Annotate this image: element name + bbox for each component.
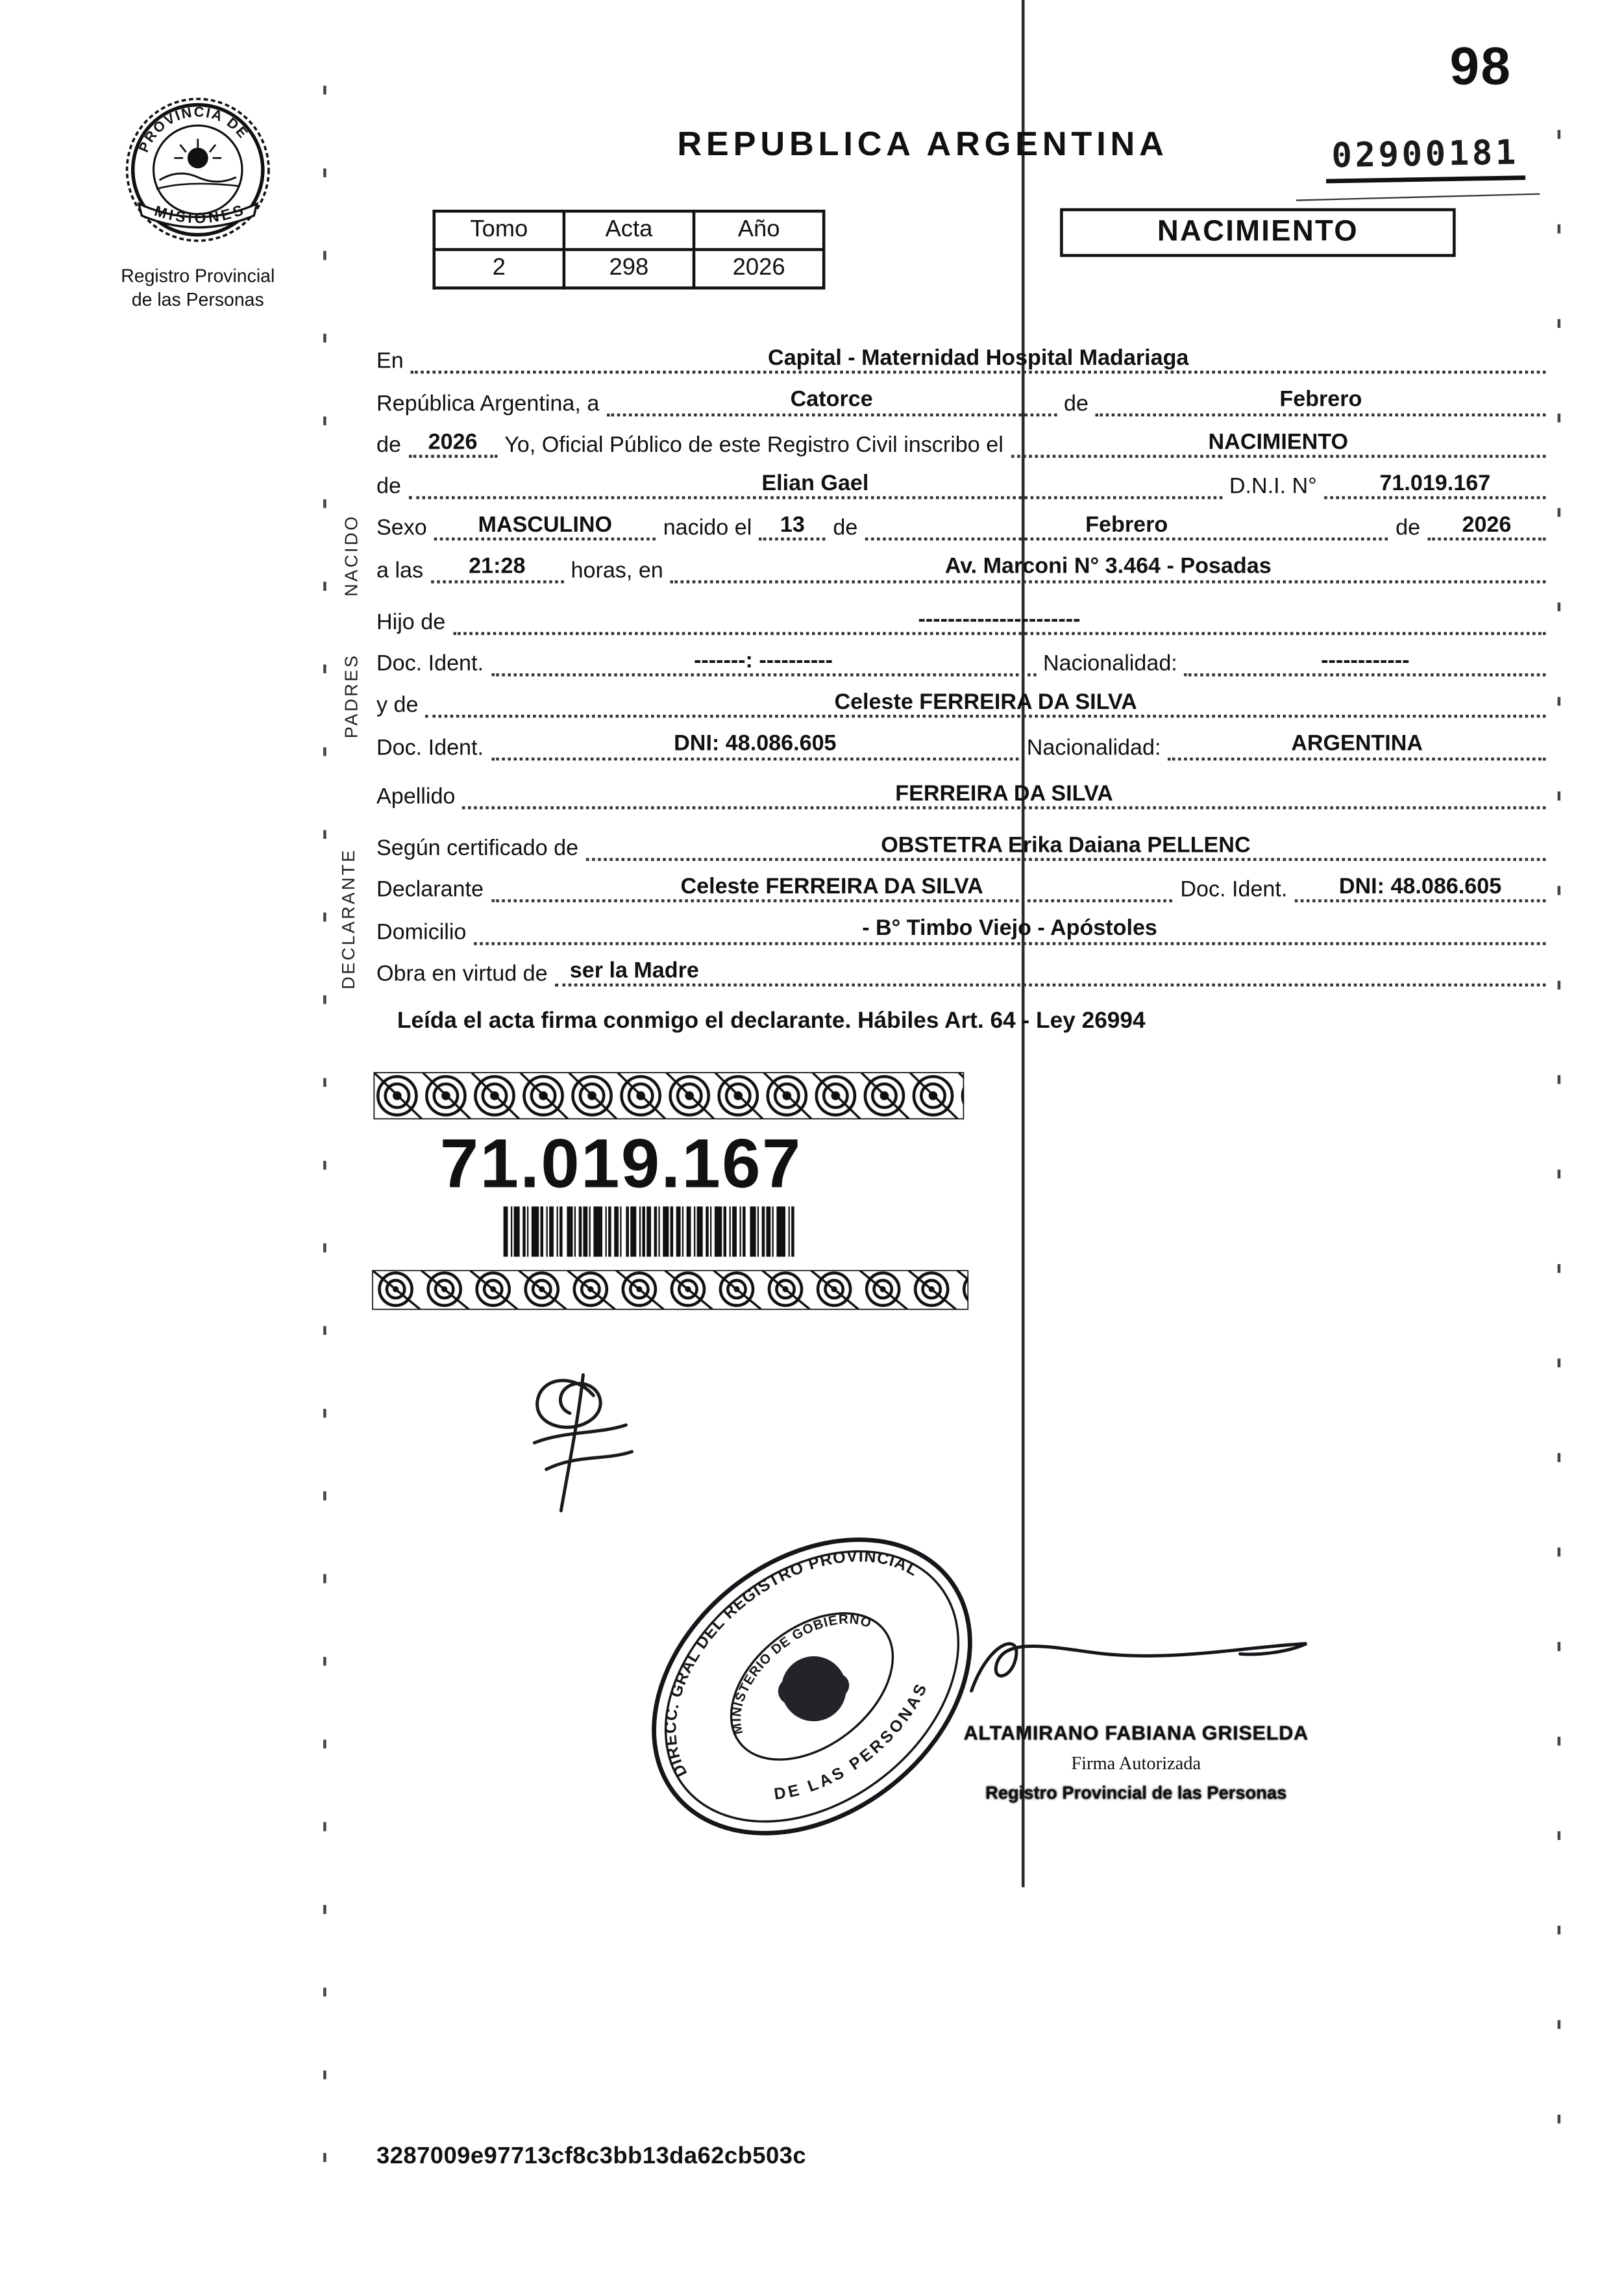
field-declarante-value: Celeste FERREIRA DA SILVA (491, 875, 1173, 903)
dni-barcode (499, 1205, 802, 1258)
signer-name: ALTAMIRANO FABIANA GRISELDA (963, 1722, 1309, 1745)
field-sexo (376, 512, 1545, 541)
field-inscripto (376, 471, 1545, 499)
field-hora (376, 554, 1545, 583)
field-inscripcion-value: NACIMIENTO (1011, 429, 1545, 458)
field-madre (376, 690, 1545, 718)
serial-number-stamp: 02900181 (1325, 134, 1525, 184)
act-type-box: NACIMIENTO (1060, 208, 1456, 257)
field-inscripto-name: Elian Gael (408, 471, 1222, 499)
field-en-label: En (376, 349, 404, 375)
field-hijo (376, 606, 1545, 635)
field-en-value: Capital - Maternidad Hospital Madariaga (411, 345, 1545, 374)
field-sexo-month: Febrero (865, 512, 1388, 541)
left-margin-dashed-line (323, 86, 326, 2165)
field-doc-madre-label: Doc. Ident. (376, 734, 484, 760)
field-hijo-value: ---------------------- (453, 606, 1546, 635)
header-anio: Año (694, 211, 824, 249)
field-fecha-de: de (1064, 390, 1089, 416)
field-doc-padre-nac-label: Nacionalidad: (1043, 651, 1177, 677)
field-declarante (376, 875, 1545, 903)
field-fecha-month: Febrero (1096, 387, 1545, 416)
svg-text:PROVINCIA DE: PROVINCIA DE (135, 103, 252, 155)
field-obra-value: ser la Madre (555, 958, 1545, 986)
field-doc-madre (376, 731, 1545, 760)
field-fecha-label: República Argentina, a (376, 390, 600, 416)
official-signature (945, 1614, 1336, 1721)
guilloche-band-top (373, 1072, 964, 1119)
field-declarante-label: Declarante (376, 877, 484, 903)
guilloche-band-bottom (372, 1270, 968, 1310)
field-doc-padre-value: -------: ---------- (491, 648, 1035, 677)
right-margin-dashed-line (1558, 130, 1561, 2153)
certificate-form (376, 345, 1545, 1035)
field-declarante-doc-label: Doc. Ident. (1180, 877, 1288, 903)
dni-number: 71.019.167 (439, 1123, 802, 1202)
svg-text:DE LAS PERSONAS: DE LAS PERSONAS (772, 1678, 932, 1804)
field-certificado-label: Según certificado de (376, 836, 579, 862)
record-table (432, 210, 825, 290)
document-hash: 3287009e97713cf8c3bb13da62cb503c (376, 2144, 807, 2170)
field-inscripcion-year: 2026 (408, 429, 497, 458)
header-tomo: Tomo (434, 211, 564, 249)
field-domicilio-label: Domicilio (376, 919, 467, 945)
field-hijo-label: Hijo de (376, 609, 446, 635)
field-doc-padre-label: Doc. Ident. (376, 651, 484, 677)
authorization-block (948, 1722, 1324, 1803)
province-seal-icon (112, 88, 284, 260)
field-inscripto-dni-label: D.N.I. N° (1229, 474, 1317, 499)
field-doc-madre-nac: ARGENTINA (1168, 731, 1546, 760)
field-sexo-t1: nacido el (663, 516, 752, 541)
field-inscripcion-label: de (376, 432, 401, 458)
field-hora-place: Av. Marconi N° 3.464 - Posadas (671, 554, 1545, 583)
field-inscripcion (376, 429, 1545, 458)
registry-caption (68, 266, 328, 312)
field-apellido-label: Apellido (376, 784, 456, 809)
field-sexo-day: 13 (759, 512, 826, 541)
registry-caption-line1: Registro Provincial (121, 266, 275, 287)
field-domicilio (376, 916, 1545, 945)
field-fecha (376, 387, 1545, 416)
svg-text:MINISTERIO DE GOBIERNO: MINISTERIO DE GOBIERNO (728, 1611, 874, 1736)
registry-round-stamp (628, 1510, 997, 1871)
field-hora-value: 21:28 (430, 554, 563, 583)
registry-caption-line2: de las Personas (131, 288, 264, 310)
svg-text:MISIONES: MISIONES (153, 200, 249, 227)
field-inscripto-dni: 71.019.167 (1324, 471, 1545, 499)
margin-label-declarante: DECLARANTE (338, 848, 359, 989)
signer-org: Registro Provincial de las Personas (985, 1782, 1287, 1804)
field-doc-madre-nac-label: Nacionalidad: (1026, 734, 1161, 760)
field-doc-madre-value: DNI: 48.086.605 (491, 731, 1019, 760)
field-declarante-doc: DNI: 48.086.605 (1295, 875, 1546, 903)
margin-label-padres: PADRES (341, 653, 362, 739)
field-doc-padre (376, 648, 1545, 677)
document-title: REPUBLICA ARGENTINA (677, 124, 1168, 163)
field-sexo-t3: de (1396, 516, 1421, 541)
value-acta: 298 (564, 249, 694, 288)
svg-text:DIRECC. GRAL DEL REGISTRO PROV: DIRECC. GRAL DEL REGISTRO PROVINCIAL (661, 1547, 922, 1780)
field-domicilio-value: - B° Timbo Viejo - Apóstoles (474, 916, 1546, 945)
record-table-value-row (434, 249, 824, 288)
header-acta: Acta (564, 211, 694, 249)
field-apellido (376, 780, 1545, 809)
field-doc-padre-nac: ------------ (1185, 648, 1545, 677)
field-en (376, 345, 1545, 374)
declarant-signature (502, 1366, 679, 1521)
margin-label-nacido: NACIDO (341, 514, 362, 597)
field-sexo-t2: de (833, 516, 858, 541)
value-anio: 2026 (694, 249, 824, 288)
field-inscripto-label: de (376, 474, 401, 499)
field-madre-value: Celeste FERREIRA DA SILVA (426, 690, 1546, 718)
closing-statement: Leída el acta firma conmigo el declarante. Hábiles Art. 64 - Ley 26994 (397, 1008, 1146, 1034)
record-table-header-row (434, 211, 824, 249)
value-tomo: 2 (434, 249, 564, 288)
field-certificado-value: OBSTETRA Erika Daiana PELLENC (585, 832, 1545, 861)
signer-role: Firma Autorizada (1071, 1752, 1201, 1774)
field-hora-label: a las (376, 557, 424, 583)
field-sexo-label: Sexo (376, 516, 427, 541)
serial-underline (1296, 193, 1540, 201)
field-obra (376, 958, 1545, 986)
field-apellido-value: FERREIRA DA SILVA (463, 780, 1546, 809)
page-number: 98 (1449, 35, 1512, 96)
field-sexo-value: MASCULINO (434, 512, 656, 541)
field-fecha-day: Catorce (607, 387, 1057, 416)
field-madre-label: y de (376, 693, 419, 718)
field-inscripcion-text: Yo, Oficial Público de este Registro Civil inscribo el (504, 432, 1003, 458)
field-hora-t1: horas, en (571, 557, 663, 583)
field-obra-label: Obra en virtud de (376, 961, 548, 986)
field-sexo-year: 2026 (1427, 512, 1545, 541)
field-certificado (376, 832, 1545, 861)
